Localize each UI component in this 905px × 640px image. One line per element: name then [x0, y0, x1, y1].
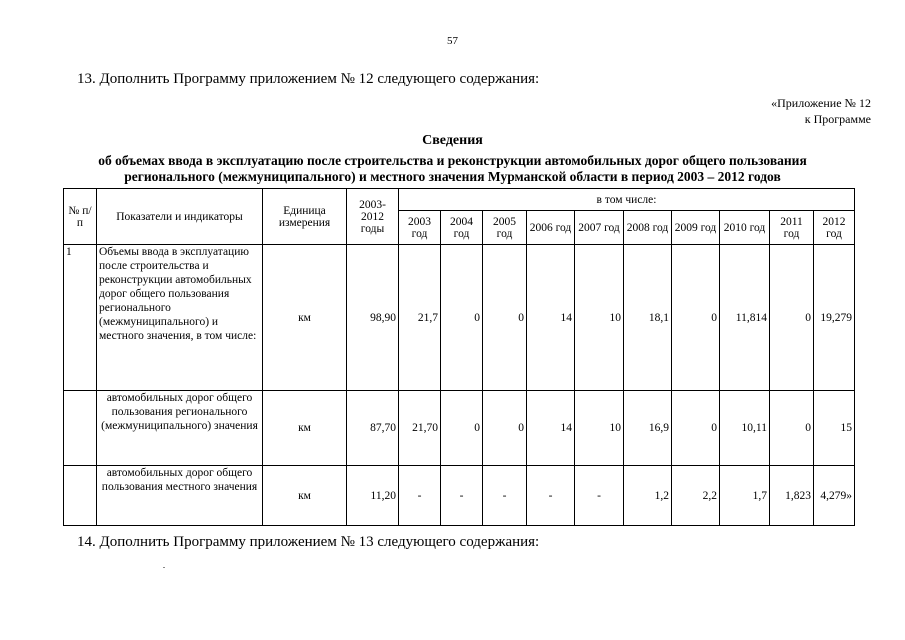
header-unit: Единица измерения	[263, 189, 347, 245]
item-13-text: 13. Дополнить Программу приложением № 12 следующего содержания:	[77, 71, 540, 87]
row-value: -	[399, 466, 441, 526]
row-total: 11,20	[347, 466, 399, 526]
row-value: 1,7	[720, 466, 770, 526]
header-including: в том числе:	[399, 189, 855, 211]
appendix-line-2: к Программе	[804, 112, 871, 126]
row-value: 14	[527, 245, 575, 391]
row-value: 16,9	[624, 391, 672, 466]
header-year: 2003 год	[399, 211, 441, 245]
row-value: 18,1	[624, 245, 672, 391]
row-value: 15	[814, 391, 855, 466]
row-value: 0	[672, 245, 720, 391]
row-value: 0	[483, 391, 527, 466]
header-year: 2007 год	[575, 211, 624, 245]
data-table	[63, 188, 855, 526]
row-unit: км	[263, 466, 347, 526]
appendix-line-1: «Приложение № 12	[771, 96, 871, 110]
row-value: -	[441, 466, 483, 526]
row-value: 10	[575, 391, 624, 466]
header-year: 2006 год	[527, 211, 575, 245]
row-value: 19,279	[814, 245, 855, 391]
scan-speck	[163, 567, 165, 568]
row-value: 21,70	[399, 391, 441, 466]
row-value: -	[483, 466, 527, 526]
row-value: 11,814	[720, 245, 770, 391]
header-num: № п/п	[64, 189, 97, 245]
row-value: 4,279»	[814, 466, 855, 526]
row-value: 21,7	[399, 245, 441, 391]
row-value: 0	[770, 391, 814, 466]
appendix-reference	[771, 95, 871, 127]
row-value: 14	[527, 391, 575, 466]
row-value: -	[575, 466, 624, 526]
document-title: Сведения	[422, 133, 483, 148]
header-year: 2004 год	[441, 211, 483, 245]
row-value: 0	[672, 391, 720, 466]
document-subtitle	[40, 153, 865, 185]
header-year: 2009 год	[672, 211, 720, 245]
row-unit: км	[263, 391, 347, 466]
row-indicator: автомобильных дорог общего пользования регионального (межмуниципального) значения	[97, 391, 263, 466]
subtitle-line-1: об объемах ввода в эксплуатацию после строительства и реконструкции автомобильных дорог общего пользования	[98, 153, 807, 168]
header-year: 2011 год	[770, 211, 814, 245]
subtitle-line-2: регионального (межмуниципального) и местного значения Мурманской области в период 2003 – 2012 годов	[124, 169, 781, 184]
header-indicator: Показатели и индикаторы	[97, 189, 263, 245]
row-num	[64, 466, 97, 526]
row-value: 10	[575, 245, 624, 391]
row-value: 0	[483, 245, 527, 391]
header-year: 2012 год	[814, 211, 855, 245]
header-year: 2005 год	[483, 211, 527, 245]
row-value: 1,2	[624, 466, 672, 526]
row-total: 98,90	[347, 245, 399, 391]
header-year: 2010 год	[720, 211, 770, 245]
table-row	[64, 466, 855, 526]
row-num	[64, 391, 97, 466]
row-value: 1,823	[770, 466, 814, 526]
row-value: 10,11	[720, 391, 770, 466]
row-indicator: Объемы ввода в эксплуатацию после строительства и реконструкции автомобильных дорог общего пользования регионального (межмуниципального) и местного значения, в том числе:	[97, 245, 263, 391]
row-value: -	[527, 466, 575, 526]
row-value: 0	[770, 245, 814, 391]
row-value: 2,2	[672, 466, 720, 526]
row-unit: км	[263, 245, 347, 391]
item-14-text: 14. Дополнить Программу приложением № 13 следующего содержания:	[77, 534, 540, 550]
row-value: 0	[441, 245, 483, 391]
row-indicator: автомобильных дорог общего пользования местного значения	[97, 466, 263, 526]
header-total-period: 2003-2012 годы	[347, 189, 399, 245]
header-year: 2008 год	[624, 211, 672, 245]
page-number: 57	[447, 35, 458, 47]
row-num: 1	[64, 245, 97, 391]
row-total: 87,70	[347, 391, 399, 466]
row-value: 0	[441, 391, 483, 466]
table-row	[64, 245, 855, 391]
table-row	[64, 391, 855, 466]
